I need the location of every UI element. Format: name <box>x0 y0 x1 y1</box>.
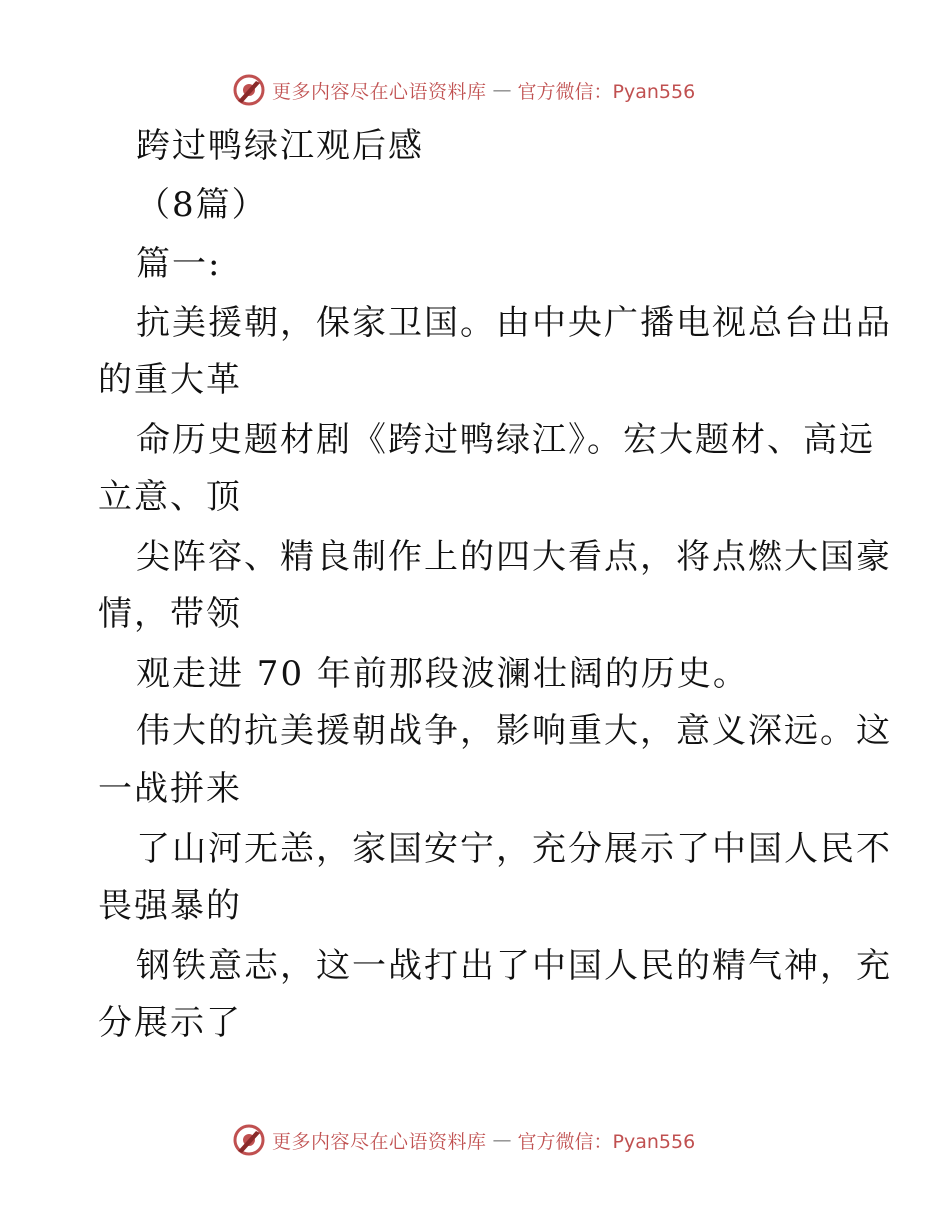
body-line: 抗美援朝，保家卫国。由中央广播电视总台出品 <box>136 303 892 343</box>
document-subtitle: （8篇） <box>136 185 268 225</box>
header-banner <box>232 72 695 108</box>
section-heading: 篇一: <box>136 244 222 284</box>
pen-logo-icon <box>232 1123 266 1157</box>
document-title: 跨过鸭绿江观后感 <box>136 126 424 166</box>
body-line: 一战拼来 <box>98 769 242 809</box>
body-line: 了山河无恙，家国安宁，充分展示了中国人民不 <box>136 829 892 869</box>
body-line: 情，带领 <box>98 594 242 634</box>
body-line: 立意、顶 <box>98 477 242 517</box>
banner-separator: — <box>492 1129 512 1151</box>
body-line: 的重大革 <box>98 360 242 400</box>
banner-text: 更多内容尽在心语资料库 <box>272 80 487 103</box>
banner-wechat: 官方微信：Pyan556 <box>517 1130 696 1153</box>
body-line: 畏强暴的 <box>98 886 242 926</box>
body-line: 命历史题材剧《跨过鸭绿江》。宏大题材、高远 <box>136 420 875 460</box>
body-line: 分展示了 <box>98 1003 242 1043</box>
banner-separator: — <box>492 79 512 101</box>
footer-banner <box>232 1122 695 1158</box>
body-line: 伟大的抗美援朝战争，影响重大，意义深远。这 <box>136 711 892 751</box>
body-line: 观走进 70 年前那段波澜壮阔的历史。 <box>136 654 749 694</box>
pen-logo-icon <box>232 73 266 107</box>
body-line: 钢铁意志，这一战打出了中国人民的精气神，充 <box>136 946 892 986</box>
body-line: 尖阵容、精良制作上的四大看点，将点燃大国豪 <box>136 537 892 577</box>
banner-text: 更多内容尽在心语资料库 <box>272 1130 487 1153</box>
banner-wechat: 官方微信：Pyan556 <box>517 80 696 103</box>
